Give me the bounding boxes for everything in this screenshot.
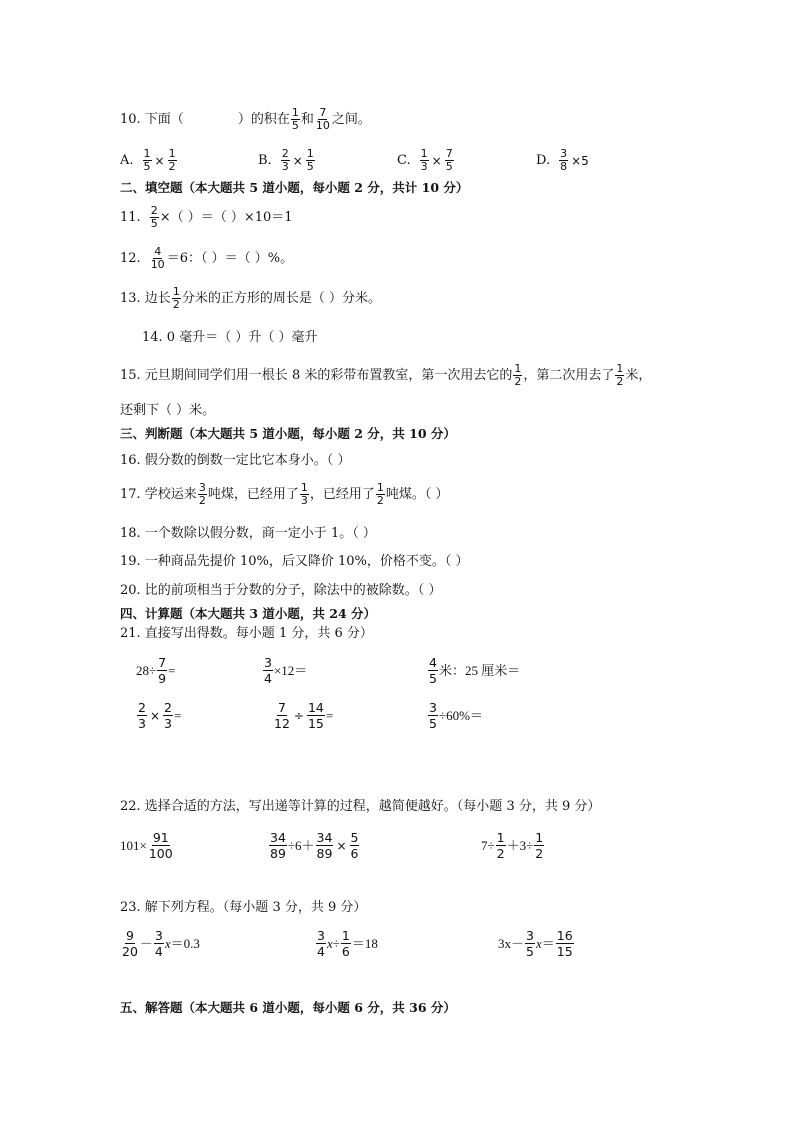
fraction: $\frac{1}{5}$ bbox=[306, 147, 314, 173]
fraction: $\frac{34}{89}$ bbox=[270, 830, 286, 861]
operator: － bbox=[139, 936, 153, 951]
fraction: $\frac{1}{5}$ bbox=[143, 147, 151, 173]
operator: ÷ bbox=[293, 708, 304, 723]
q22-expr-2 bbox=[268, 830, 360, 861]
fraction: 3 5 bbox=[526, 928, 534, 959]
fraction: $\frac{1}{3}$ bbox=[420, 147, 428, 173]
section-title-word-problems: 五、解答题（本大题共 6 道小题，每小题 6 分，共 36 分） bbox=[120, 1000, 456, 1015]
expr-part: 7÷ bbox=[481, 838, 495, 853]
variable: x bbox=[164, 936, 171, 951]
fraction: 1 2 bbox=[172, 285, 180, 311]
q15-mid: ，第二次用去了 bbox=[523, 368, 615, 383]
q13-prefix: 13. 边长 bbox=[120, 291, 171, 306]
question-20: 20. 比的前项相当于分数的分子，除法中的被除数。（ ） bbox=[120, 583, 442, 598]
fraction: $\frac{1}{2}$ bbox=[168, 147, 176, 173]
question-14: 14. 0 毫升＝（ ）升（ ）毫升 bbox=[142, 330, 318, 345]
section-title-fill-in: 二、填空题（本大题共 5 道小题，每小题 2 分，共计 10 分） bbox=[120, 180, 469, 195]
fraction: 9 20 bbox=[122, 928, 138, 959]
fraction: 7 10 bbox=[315, 106, 330, 132]
operator: × bbox=[431, 153, 442, 168]
question-22-title: 22. 选择合适的方法，写出递等计算的过程，越简便越好。（每小题 3 分，共 9 分） bbox=[120, 799, 601, 814]
equals-sign: = bbox=[325, 708, 334, 723]
q10-stem-prefix: 10. 下面（ bbox=[120, 112, 184, 127]
question-number: 11. bbox=[120, 210, 141, 225]
operator: × bbox=[149, 708, 161, 723]
q10-option-b[interactable] bbox=[258, 148, 316, 173]
fraction: $\frac{14}{15}$ bbox=[307, 700, 324, 731]
fraction: $\frac{2}{5}$ bbox=[150, 204, 158, 230]
q22-expr-1 bbox=[120, 830, 175, 861]
q17-mid2: ，已经用了 bbox=[309, 487, 375, 502]
q13-suffix: 分米的正方形的周长是（ ）分米。 bbox=[181, 291, 381, 306]
q17-suffix: 吨煤。（ ） bbox=[385, 487, 449, 502]
fraction: $\frac{3}{5}$ bbox=[429, 700, 437, 731]
q15-prefix: 15. 元旦期间同学们用一根长 8 米的彩带布置教室，第一次用去它的 bbox=[120, 368, 513, 383]
expr-part: 101× bbox=[120, 838, 147, 853]
fraction: $\frac{1}{6}$ bbox=[341, 928, 350, 959]
operator: × bbox=[154, 153, 165, 168]
section-title-true-false: 三、判断题（本大题共 5 道小题，每小题 2 分，共 10 分） bbox=[120, 426, 456, 441]
fraction: 1 2 bbox=[616, 362, 624, 388]
q21-expr-1 bbox=[136, 655, 175, 686]
expr-part: 3x－ bbox=[498, 936, 525, 951]
q21-expr-5 bbox=[272, 700, 333, 731]
fraction: 1 3 bbox=[300, 481, 308, 507]
fraction: 4 5 bbox=[429, 655, 437, 686]
fraction: 3 4 bbox=[154, 928, 163, 959]
question-11 bbox=[120, 205, 293, 230]
fraction: $\frac{7}{9}$ bbox=[158, 655, 167, 686]
section-title-calculation: 四、计算题（本大题共 3 道小题，共 24 分） bbox=[120, 606, 377, 621]
expr-part: ÷60%＝ bbox=[438, 708, 483, 723]
fraction: $\frac{2}{3}$ bbox=[281, 147, 289, 173]
q22-expr-3 bbox=[481, 830, 545, 861]
q10-option-a[interactable] bbox=[120, 148, 178, 173]
question-12 bbox=[120, 246, 293, 271]
q10-stem-suffix: 之间。 bbox=[331, 112, 371, 127]
q21-expr-3 bbox=[427, 655, 520, 686]
variable: x bbox=[326, 936, 333, 951]
q17-mid1: 吨煤，已经用了 bbox=[207, 487, 299, 502]
equals-sign: = bbox=[173, 708, 182, 723]
question-18: 18. 一个数除以假分数，商一定小于 1。（ ） bbox=[120, 526, 376, 541]
expr-part: ＋3÷ bbox=[506, 838, 534, 853]
expr-part: ＝0.3 bbox=[170, 936, 200, 951]
q10-stem-mid: ）的积在 bbox=[237, 112, 290, 127]
q12-text: ＝6：（ ）＝（ ）%。 bbox=[166, 251, 294, 266]
fraction: $\frac{2}{3}$ bbox=[138, 700, 146, 731]
fraction: 1 5 bbox=[291, 106, 299, 132]
q21-expr-6 bbox=[427, 700, 483, 731]
question-19: 19. 一种商品先提价 10%，后又降价 10%，价格不变。（ ） bbox=[120, 554, 469, 569]
operator: ×5 bbox=[571, 153, 589, 168]
equals-sign: ＝ bbox=[541, 936, 555, 951]
fraction: $\frac{34}{89}$ bbox=[316, 830, 333, 861]
q23-equation-2 bbox=[315, 928, 378, 959]
fraction: $\frac{7}{5}$ bbox=[445, 147, 453, 173]
operator: × bbox=[292, 153, 303, 168]
fraction: $\frac{5}{6}$ bbox=[350, 830, 359, 861]
fraction: $\frac{3}{4}$ bbox=[264, 655, 272, 686]
option-label: A. bbox=[120, 153, 134, 168]
fraction: 3 2 bbox=[198, 481, 206, 507]
q23-equation-3 bbox=[498, 928, 575, 959]
question-number: 12. bbox=[120, 251, 141, 266]
option-label: C. bbox=[397, 153, 411, 168]
question-15 bbox=[120, 363, 651, 388]
option-label: D. bbox=[536, 153, 551, 168]
fraction: $\frac{2}{3}$ bbox=[164, 700, 172, 731]
expr-part: 28÷ bbox=[136, 663, 157, 678]
fraction: $\frac{1}{2}$ bbox=[535, 830, 544, 861]
q10-option-c[interactable] bbox=[397, 148, 455, 173]
q21-expr-4 bbox=[136, 700, 181, 731]
fraction: $\frac{91}{100}$ bbox=[148, 830, 173, 861]
expr-part: ÷6＋ bbox=[287, 838, 315, 853]
fraction: $\frac{7}{12}$ bbox=[274, 700, 290, 731]
q21-expr-2 bbox=[262, 655, 307, 686]
expr-part: 米：25 厘米＝ bbox=[438, 663, 521, 678]
q11-text: ×（ ）＝（ ）×10＝1 bbox=[159, 210, 293, 225]
q17-prefix: 17. 学校运来 bbox=[120, 487, 197, 502]
fraction: 16 15 bbox=[556, 928, 573, 959]
operator: × bbox=[336, 838, 347, 853]
fraction: $\frac{1}{2}$ bbox=[496, 830, 505, 861]
q10-and: 和 bbox=[300, 112, 314, 127]
expr-part: ＝18 bbox=[351, 936, 378, 951]
question-17 bbox=[120, 482, 448, 507]
fraction: 1 2 bbox=[376, 481, 384, 507]
equals-sign: = bbox=[168, 663, 176, 678]
q10-option-d[interactable] bbox=[536, 148, 591, 173]
variable: x bbox=[535, 936, 542, 951]
question-21-title: 21. 直接写出得数。每小题 1 分，共 6 分） bbox=[120, 626, 373, 641]
fraction: 1 2 bbox=[514, 362, 522, 388]
question-13 bbox=[120, 286, 381, 311]
fraction: $\frac{3}{8}$ bbox=[560, 147, 568, 173]
q23-equation-1 bbox=[120, 928, 200, 959]
question-16: 16. 假分数的倒数一定比它本身小。（ ） bbox=[120, 453, 351, 468]
q15-suffix: 米， bbox=[625, 368, 652, 383]
question-15-line2: 还剩下（ ）米。 bbox=[120, 403, 216, 418]
question-23-title: 23. 解下列方程。（每小题 3 分，共 9 分） bbox=[120, 900, 367, 915]
operator: ÷ bbox=[332, 936, 340, 951]
question-10 bbox=[120, 107, 371, 132]
fraction: 4 10 bbox=[150, 245, 165, 271]
option-label: B. bbox=[258, 153, 272, 168]
fraction: 3 4 bbox=[317, 928, 325, 959]
expr-part: ×12＝ bbox=[273, 663, 308, 678]
